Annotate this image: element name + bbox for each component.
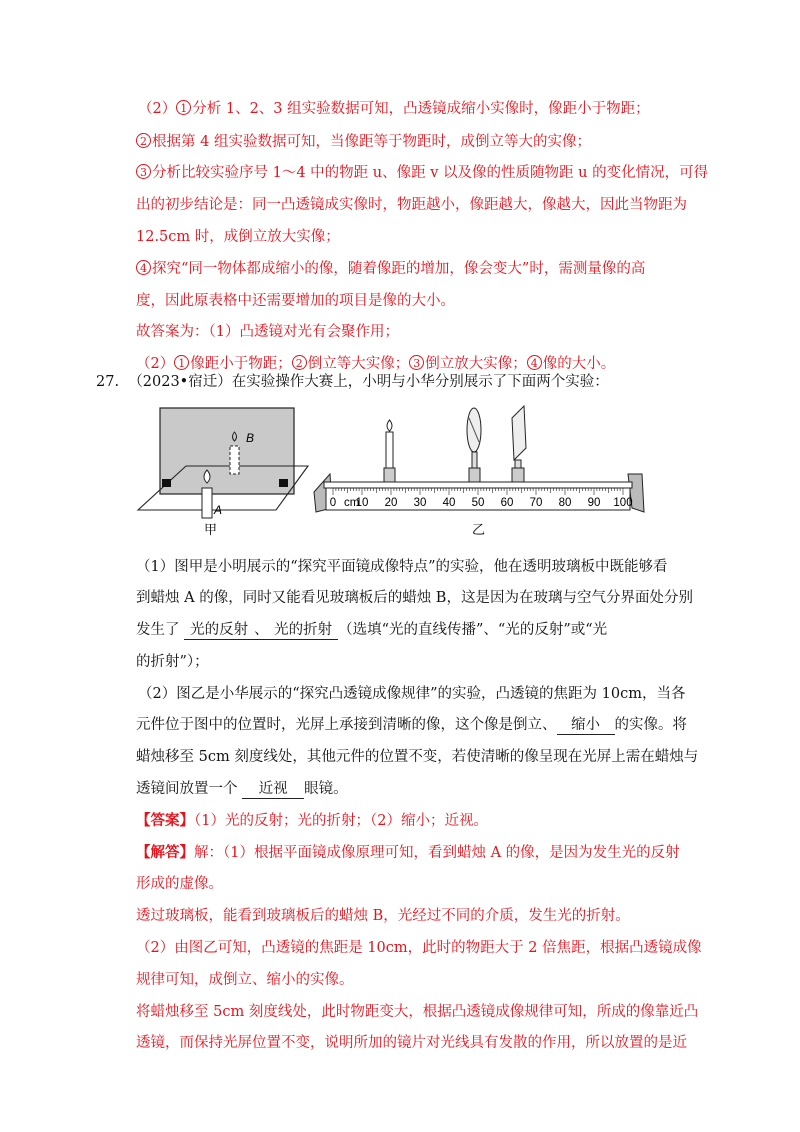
sub2-line-1: （2）图乙是小华展示的“探究凸透镜成像规律”的实验，凸透镜的焦距为 10cm，当各 bbox=[138, 686, 686, 702]
bench-candle bbox=[386, 432, 393, 468]
ruler-label: 100 bbox=[613, 497, 633, 509]
plate-clamp-left bbox=[162, 479, 171, 487]
question-27-stem: 27. （2023•宿迁）在实验操作大赛上，小明与小华分别展示了下面两个实验： bbox=[96, 374, 609, 390]
answer-line-5: 12.5cm 时，成倒立放大实像； bbox=[136, 229, 340, 245]
label-b: B bbox=[246, 431, 255, 445]
explanation-line-1: 【解答】解：（1）根据平面镜成像原理可知，看到蜡烛 A 的像，是因为发生光的反射 bbox=[136, 844, 680, 861]
light-screen bbox=[512, 406, 526, 460]
bench-rail-top bbox=[324, 482, 632, 488]
blank-2: 光的折射 bbox=[268, 621, 338, 640]
candle-b bbox=[230, 446, 239, 474]
ruler-label: 30 bbox=[413, 497, 427, 509]
screen-holder bbox=[512, 468, 524, 482]
figure-yi bbox=[314, 406, 644, 537]
ruler-label: 20 bbox=[384, 497, 398, 509]
answer-line-2: 2 根据第 4 组实验数据可知，当像距等于物距时，成倒立等大的实像； bbox=[136, 132, 591, 152]
ruler-label: 80 bbox=[558, 497, 572, 509]
ruler-label: 50 bbox=[471, 497, 485, 509]
experiment-figure bbox=[136, 404, 656, 544]
explanation-tag: 【解答】 bbox=[136, 844, 194, 861]
candle-holder bbox=[384, 468, 395, 482]
answer-tag: 【答案】 bbox=[136, 812, 194, 829]
lens-post bbox=[472, 452, 477, 468]
sub2-line-3: 蜡烛移至 5cm 刻度线处，其他元件的位置不变，若使清晰的像呈现在光屏上需在蜡烛与 bbox=[136, 749, 699, 765]
explanation-line-7: 透镜，而保持光屏位置不变，说明所加的镜片对光线具有发散的作用，所以放置的是近 bbox=[136, 1035, 687, 1051]
plate-clamp-right bbox=[279, 479, 288, 487]
screen-post bbox=[515, 460, 521, 468]
explanation-line-2: 形成的虚像。 bbox=[136, 876, 223, 892]
figure-jia-label: 甲 bbox=[204, 522, 218, 537]
sub1-line-1: （1）图甲是小明展示的“探究平面镜成像特点”的实验，他在透明玻璃板中既能够看 bbox=[136, 559, 668, 575]
ruler-label: 40 bbox=[442, 497, 456, 509]
explanation-line-6: 将蜡烛移至 5cm 刻度线处，此时物距变大，根据凸透镜成像规律可知，所成的像靠近凸 bbox=[136, 1004, 699, 1020]
figure-jia bbox=[138, 408, 308, 537]
answer-line-6: 4 探究“同一物体都成缩小的像，随着像距的增加，像会变大”时，需测量像的高 bbox=[136, 259, 645, 279]
answer-line-4: 出的初步结论是：同一凸透镜成实像时，物距越小，像距越大，像越大，因此当物距为 bbox=[136, 197, 687, 213]
figure-svg bbox=[136, 404, 656, 544]
answer-line: 【答案】（1）光的反射；光的折射；（2）缩小；近视。 bbox=[136, 812, 488, 829]
sub1-line-3: 发生了 光的反射 、 光的折射 （选填“光的直线传播”、“光的反射”或“光 bbox=[136, 622, 608, 638]
label-a: A bbox=[214, 503, 223, 517]
ruler-label: 10 bbox=[355, 497, 369, 509]
explanation-line-4: （2）由图乙可知，凸透镜的焦距是 10cm，此时的物距大于 2 倍焦距，根据凸透镜成像 bbox=[136, 940, 702, 956]
sub2-line-4: 透镜间放置一个 近视 眼镜。 bbox=[136, 781, 348, 797]
answer-summary-2: （2） 1 像距小于物距； 2 倒立等大实像； 3 倒立放大实像； 4 像的大小。 bbox=[136, 356, 616, 372]
sub1-line-2: 到蜡烛 A 的像，同时又能看见玻璃板后的蜡烛 B，这是因为在玻璃与空气分界面处分别 bbox=[136, 590, 693, 606]
blank-3: 缩小 bbox=[557, 716, 615, 735]
bench-candle-flame bbox=[387, 420, 392, 431]
question-number: 27. bbox=[96, 374, 120, 390]
answer-line-3: 3 分析比较实验序号 1～4 中的物距 u、像距 v 以及像的性质随物距 u 的变化情况，可得 bbox=[136, 163, 708, 183]
ruler-label: 60 bbox=[500, 497, 514, 509]
explanation-line-5: 规律可知，成倒立、缩小的实像。 bbox=[136, 972, 354, 988]
answer-line-1: （2） 1 分析 1、2、3 组实验数据可知，凸透镜成缩小实像时，像距小于物距； bbox=[138, 101, 650, 117]
ruler-label: 90 bbox=[587, 497, 601, 509]
candle-a bbox=[202, 488, 212, 518]
sub2-line-2: 元件位于图中的位置时，光屏上承接到清晰的像，这个像是倒立、 缩小 的实像。将 bbox=[136, 717, 687, 733]
ruler-label: cm bbox=[344, 497, 360, 509]
glass-plate bbox=[160, 408, 294, 494]
blank-4: 近视 bbox=[242, 780, 304, 799]
blank-1: 光的反射 bbox=[184, 621, 254, 640]
lens-holder bbox=[469, 468, 480, 482]
explanation-line-3: 透过玻璃板，能看到玻璃板后的蜡烛 B，光经过不同的介质，发生光的折射。 bbox=[136, 908, 630, 924]
ruler-label: 0 bbox=[329, 497, 337, 509]
answer-line-7: 度，因此原表格中还需要增加的项目是像的大小。 bbox=[136, 293, 455, 309]
sub1-line-4: 的折射”）； bbox=[136, 654, 209, 670]
answer-summary-1: 故答案为：（1）凸透镜对光有会聚作用； bbox=[136, 324, 399, 340]
figure-yi-label: 乙 bbox=[472, 522, 486, 537]
ruler-label: 70 bbox=[529, 497, 543, 509]
